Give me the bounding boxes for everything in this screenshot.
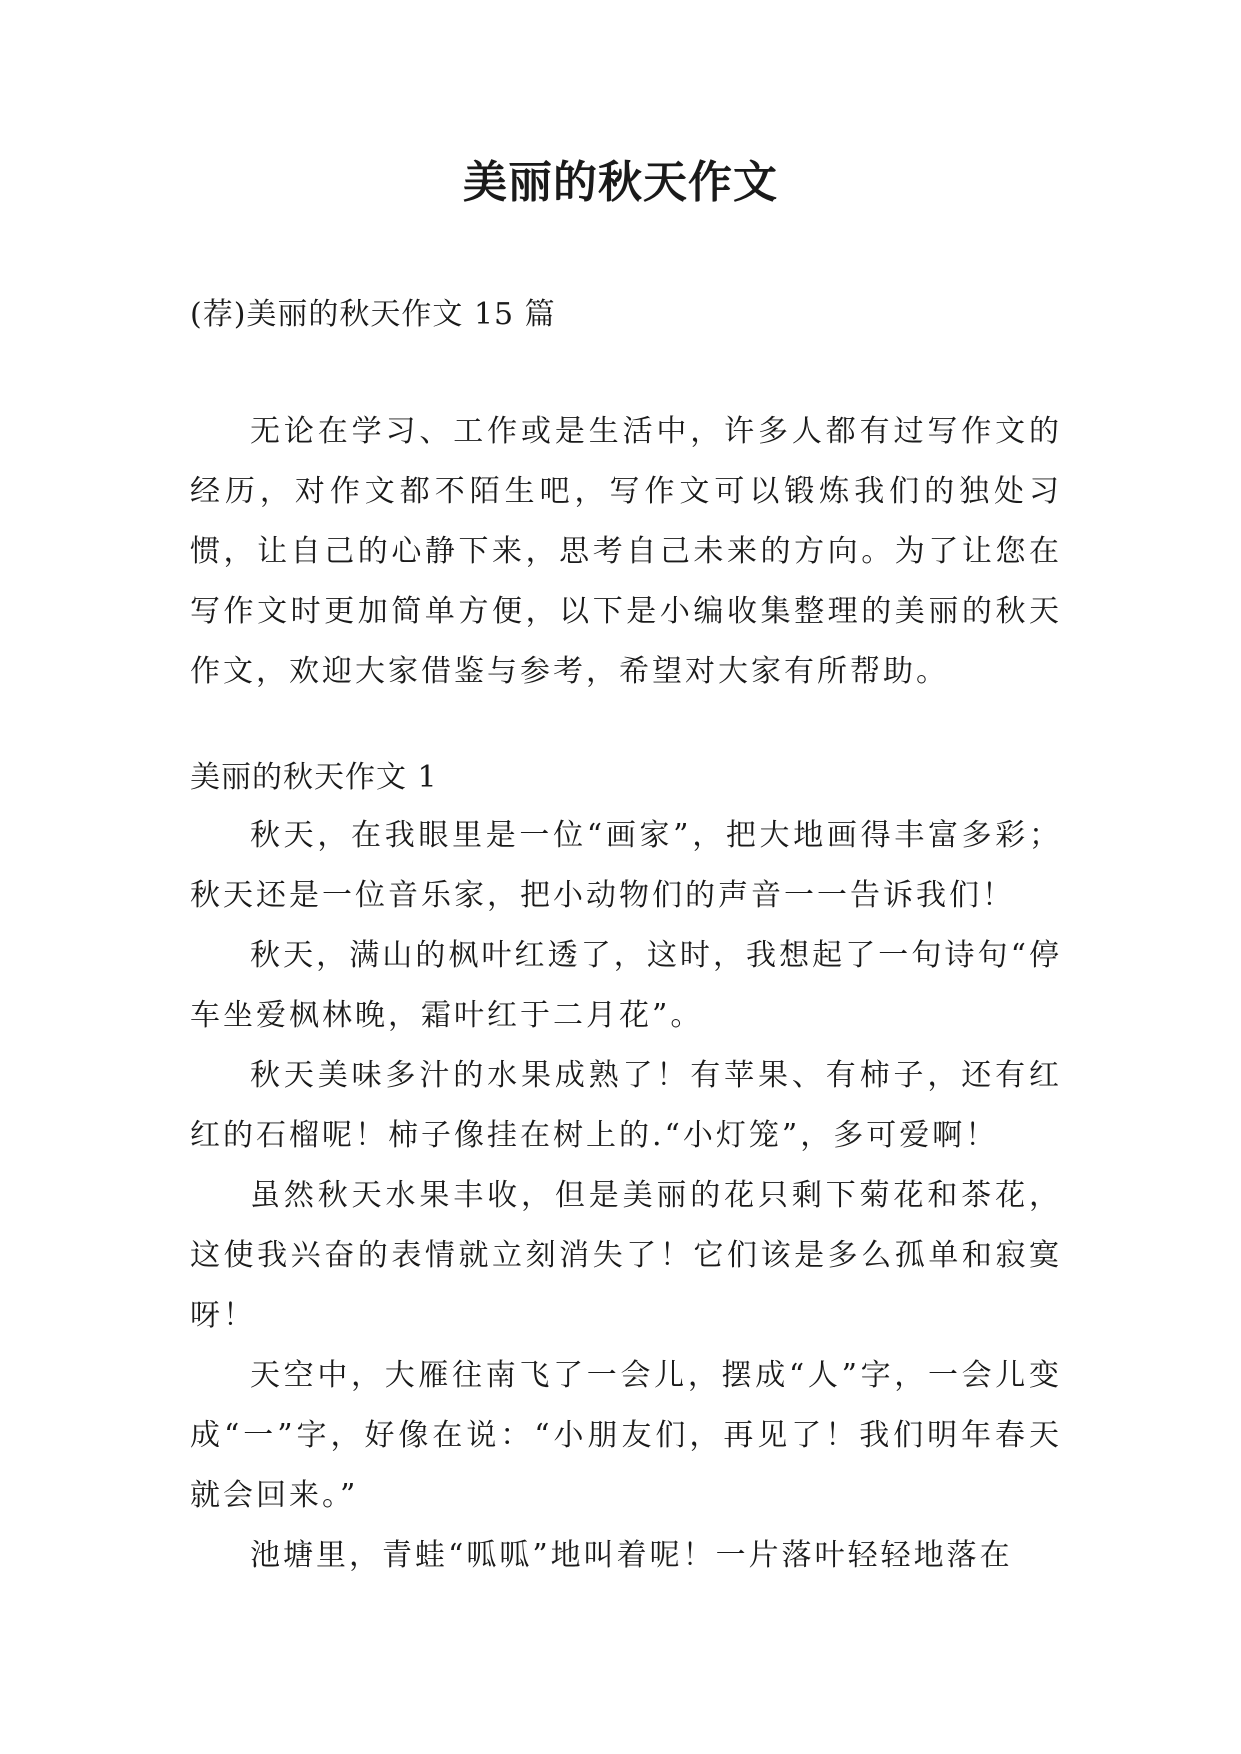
intro-section <box>190 402 1062 702</box>
document-title: 美丽的秋天作文 <box>463 157 778 208</box>
essay-paragraph-1: 秋天，在我眼里是一位“画家”，把大地画得丰富多彩；秋天还是一位音乐家，把小动物们的声音一一告诉我们！ <box>190 818 1062 913</box>
essay-paragraph-6: 池塘里，青蛙“呱呱”地叫着呢！一片落叶轻轻地落在 <box>250 1538 1013 1573</box>
document-subtitle: (荐)美丽的秋天作文 15 篇 <box>190 297 556 332</box>
essay-paragraph-4: 虽然秋天水果丰收，但是美丽的花只剩下菊花和茶花，这使我兴奋的表情就立刻消失了！它们该是多么孤单和寂寞呀！ <box>190 1178 1062 1333</box>
section-heading: 美丽的秋天作文 1 <box>190 760 438 795</box>
essay-paragraph-5: 天空中，大雁往南飞了一会儿，摆成“人”字，一会儿变成“一”字，好像在说：“小朋友们，再见了！我们明年春天就会回来。” <box>190 1358 1062 1513</box>
essay-body <box>190 806 1062 1586</box>
essay-paragraph-2: 秋天，满山的枫叶红透了，这时，我想起了一句诗句“停车坐爱枫林晚，霜叶红于二月花”。 <box>190 938 1062 1033</box>
essay-paragraph-3: 秋天美味多汁的水果成熟了！有苹果、有柿子，还有红红的石榴呢！柿子像挂在树上的.“小灯笼”，多可爱啊！ <box>190 1058 1062 1153</box>
intro-paragraph: 无论在学习、工作或是生活中，许多人都有过写作文的经历，对作文都不陌生吧，写作文可以锻炼我们的独处习惯，让自己的心静下来，思考自己未来的方向。为了让您在写作文时更加简单方便，以下是小编收集整理的美丽的秋天作文，欢迎大家借鉴与参考，希望对大家有所帮助。 <box>190 414 1062 689</box>
